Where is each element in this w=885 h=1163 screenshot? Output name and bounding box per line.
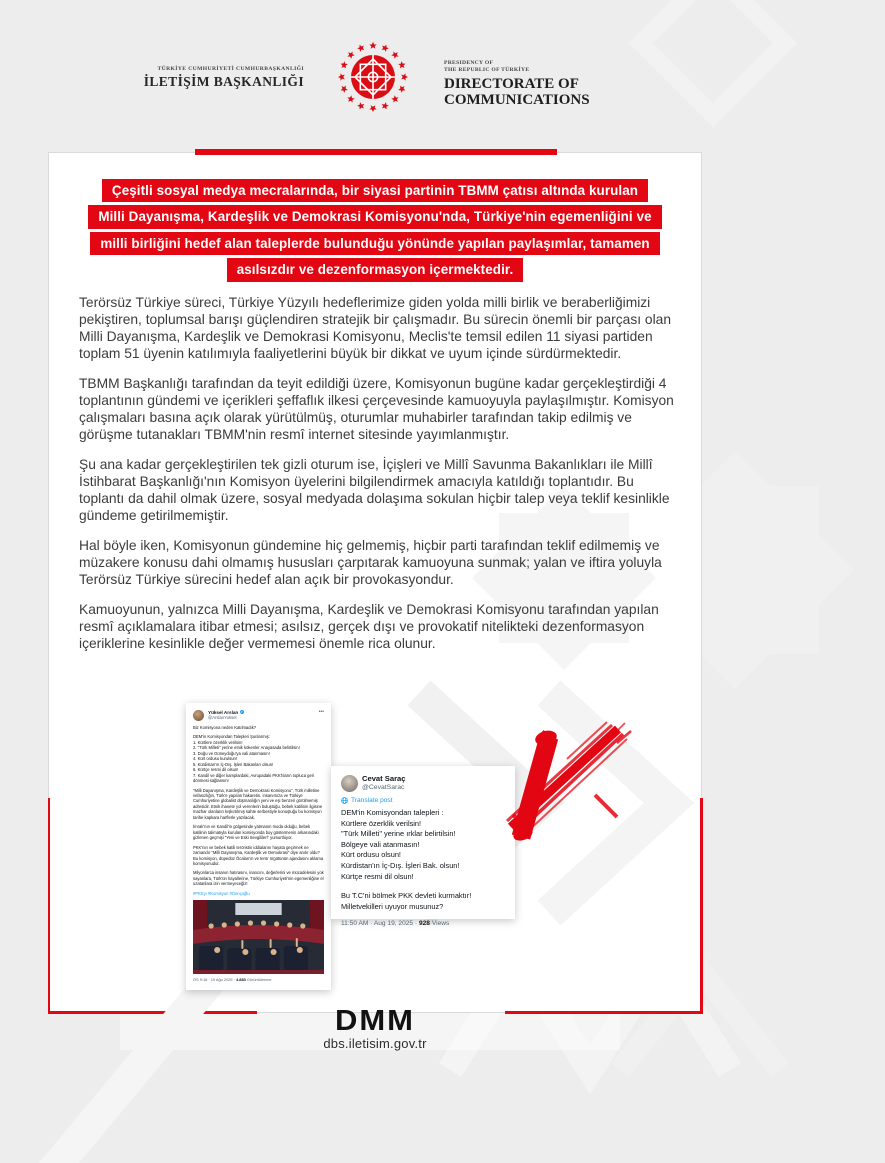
org-name-english [444, 60, 634, 108]
view-count: 4.883 [236, 977, 246, 983]
committee-photo [193, 900, 324, 974]
tweet-author [208, 710, 319, 720]
tweet-line: Bu T.C'ni bölmek PKK devleti kurmaktır! [341, 891, 472, 901]
paragraph-2: TBMM Başkanlığı tarafından da teyit edildiği üzere, Komisyonun bugüne kadar gerçekleştirdiği 4 toplantının gündemi ve içerikleri şeffaflık ilkesi çerçevesinde kamuoyuyla paylaşılmıştır. Komisyon çalışmaları basına açık olarak yürütülmüş, oturumlar muhabirler tarafından takip edilmiş ve görüşme tutanakları TBMM'nin resmî internet sitesinde yayımlanmıştır. [79, 376, 674, 442]
tweet-header [193, 710, 324, 721]
tweet-line: Kürt ordusu olsun! [341, 850, 401, 860]
tweet-header [341, 775, 505, 792]
globe-icon [341, 797, 348, 804]
paragraph-4: Hal böyle iken, Komisyonun gündemine hiç gelmemiş, hiçbir parti tarafından teklif edilmemiş ve müzakere konusu dahi olmamış hususları çarpıtarak kamuoyuna sunmak; yalan ve iftira yoluyla Terörsüz Türkiye sürecini hedef alan açık bir provokasyondur. [79, 538, 662, 587]
paragraph-5: Kamuoyunun, yalnızca Milli Dayanışma, Kardeşlik ve Demokrasi Komisyonu tarafından yapılan resmî açıklamalara itibar etmesi; asılsız, gerçek dışı ve provokatif nitelikteki dezenformasyon içeriklerine kesinlikle değer vermemesi önemle rica olunur. [79, 602, 659, 651]
tweet-paragraph: İmralı'nın ve Kandil'in gölgesinde yatmanın moda olduğu, bebek katilinin talimatıyla kurulan komisyonda boy göstermenin arkasındaki gizlenen geçmişi "Yeni ve Eski Sevgilileri" yumurtluyor. [193, 824, 319, 841]
headline-line-1: Çeşitli sosyal medya mecralarında, bir siyasi partinin TBMM çatısı altında kurulan [102, 179, 648, 202]
footer-url: dbs.iletisim.gov.tr [323, 1036, 427, 1051]
tweet-line: "Türk Milleti" yerine ırklar belirtilsin! [341, 829, 456, 839]
more-options-icon: ••• [318, 709, 324, 715]
statement-body [79, 294, 675, 665]
claim-item: 1. Kürtlere özerklik verilsin! [193, 739, 243, 745]
tweet-hashtags: #PKKyı #Komisyon #Gençoğlu [193, 890, 250, 896]
red-x-mark-icon [497, 717, 649, 845]
author-handle: @CevatSarac [362, 783, 405, 791]
tweet-timestamp: 11:50 AM · Aug 19, 2025 · 928 Views [341, 920, 450, 928]
tweet-author [362, 775, 505, 792]
card-top-red-bar [195, 149, 557, 155]
author-name: Cevat Saraç [362, 774, 406, 783]
author-name: Yüksel Arslan ✓ [208, 710, 244, 715]
tweet-line: Bölgeye vali atanmasın! [341, 839, 420, 849]
claim-item: 6. Kürtçe resmi dil olsun! [193, 767, 239, 773]
headline-line-4: asılsızdır ve dezenformasyon içermektedir. [227, 258, 524, 281]
communications-label: COMMUNICATIONS [444, 91, 590, 108]
tweet-intro: Biz Komisyona neden Katılmadık? [193, 725, 257, 730]
tweet-paragraph: Milyonlarca insanın hatırasını, inancını, değerlerini ve mücadelesini yok sayanlara, Türk'ün hayallerine, Türkiye Cumhuriyeti'nin egemenliğine el uzatanlara izin vermeyeceğiz! [193, 870, 324, 887]
author-handle: @ArslanYuksel [208, 715, 237, 721]
footer [0, 1006, 750, 1051]
tweet-screenshot-right [331, 766, 515, 928]
presidency-of-label: PRESIDENCY OF [444, 60, 494, 66]
tweet-line: DEM'in Komisyondan talepleri : [341, 808, 444, 817]
tweet-text [193, 725, 324, 896]
headline-line-2: Milli Dayanışma, Kardeşlik ve Demokrasi Komisyonu'nda, Türkiye'nin egemenliğini ve [88, 205, 661, 228]
statement-card [48, 152, 702, 1013]
claim-item: 4. Kürt ordusu kurulsun! [193, 756, 237, 762]
paragraph-3: Şu ana kadar gerçekleştirilen tek gizli oturum ise, İçişleri ve Millî Savunma Bakanlıkları ile Millî İstihbarat Başkanlığı'nın Komisyon üyelerini bilgilendirmek amacıyla katıldığı toplantıdır. Bu toplantı da dahil olmak üzere, sosyal medyada dolaşıma sokulan hiçbir talep veya teklif kesinlikle gündeme getirilmemiştir. [79, 457, 670, 523]
dmm-logo: DMM [334, 1004, 416, 1037]
tweet-screenshot-left [186, 703, 331, 990]
claim-item: 5. Kürdistan'ın İç-Dış. İşleri Bakanları olsun! [193, 761, 274, 767]
republic-of-turkiye-label: THE REPUBLIC OF TÜRKİYE [444, 67, 530, 73]
paragraph-1: Terörsüz Türkiye süreci, Türkiye Yüzyılı hedeflerimize giden yolda milli birlik ve beraberliğimizi pekiştiren, toplumsal barışı güçlendiren stratejik bir çalışmadır. Bu sürecin önemli bir parçası olan Milli Dayanışma, Kardeşlik ve Demokrasi Komisyonu, Meclis'te temsil edilen 11 siyasi partiden toplam 51 üyenin katılımıyla faaliyetlerini büyük bir dikkat ve uyum içinde sürdürmektedir. [79, 295, 671, 361]
presidency-seal-icon [333, 37, 413, 117]
claim-item: 7. Kandil ve diğer kamplardaki, Avrupadaki PKK'lıların topluca geri dönmesi sağlansın! [193, 772, 315, 784]
background-pattern-topright [628, 0, 798, 128]
tweet-paragraph: PKK'nın ve bebek katili teröristin iddialarını hayata geçirmek ne zamandır "Milli Dayanışma, Kardeşlik ve Demokrasi" diye anılır oldu? Bu komisyon, düpedüz Öcalan'ın ve terör örgütünün ajandasını aklama komisyonudur. [193, 844, 324, 866]
tweet-timestamp: ÖS 9:18 · 19 Ağu 2025 · 4.883 Görüntülenme [193, 977, 272, 983]
org-name-large: İLETİŞİM BAŞKANLIĞI [143, 74, 304, 89]
directorate-label: DIRECTORATE OF [444, 76, 579, 92]
verified-badge-icon: ✓ [240, 710, 244, 714]
tweet-paragraph: "Milli Dayanışma, Kardeşlik ve Demokrasi Komisyonu", Türk milletine vefasızlığın, Türk'e yapılan hakaretin, insanımıza ve Türkiye Cumhuriyetine globalist düşmanlığın yeni ve eşi benzeri görülmemiş adresidir. Etnik ihanete yol verenlerin buluştuğu, bebek katilinin ilgisine mazhar olanların kışkırtılmış sahte serbestiyle konuştuğu bu komisyon tarihe kapkara harflerle yazılacak. [193, 787, 323, 820]
tweet-text [341, 808, 505, 912]
tweet-line: Milletvekilleri uyuyor musunuz? [341, 901, 444, 911]
translate-label: Translate post [351, 797, 393, 804]
claim-item: 2. "Türk Milleti" yerine etnik kökenler Anayasada belirtilsin! [193, 745, 300, 751]
tweet-line: Kürtlere özerklik verilsin! [341, 818, 422, 828]
headline-line-3: milli birliğini hedef alan taleplerde bulunduğu yönünde yapılan paylaşımlar, tamamen [90, 232, 659, 255]
avatar [193, 710, 204, 721]
org-name-small: TÜRKİYE CUMHURİYETİ CUMHURBAŞKANLIĞI [157, 66, 304, 72]
claims-title: DEM'in Komisyondan Talepleri Şunlarmış: [193, 734, 270, 740]
org-name-turkish [134, 66, 304, 90]
headline-block [49, 179, 701, 285]
avatar [341, 775, 358, 792]
claim-item: 3. Doğu ve Güneydoğu'ya vali atanmasın! [193, 750, 270, 756]
tweet-line: Kürdistan'ın İç-Dış. İşleri Bak. olsun! [341, 860, 460, 870]
tweet-line: Kürtçe resmi dil olsun! [341, 871, 414, 881]
view-count: 928 [418, 920, 430, 928]
translate-post-link [341, 797, 505, 804]
